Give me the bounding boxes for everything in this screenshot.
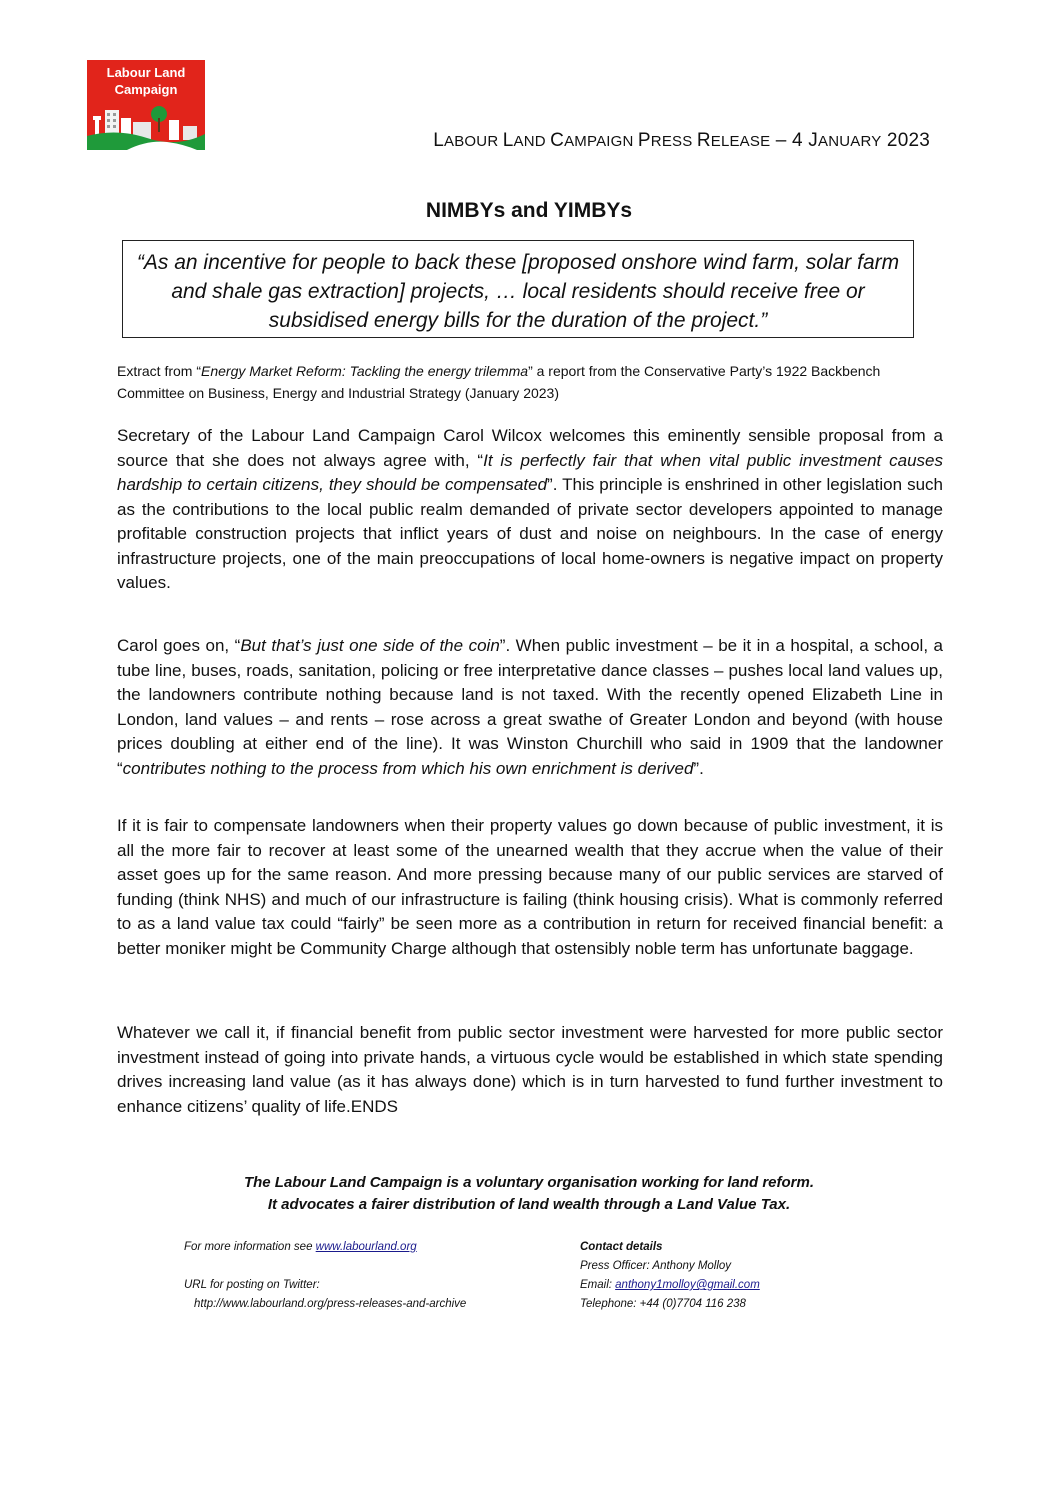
statement-line-2: It advocates a fairer distribution of land wealth through a Land Value Tax. — [267, 1196, 791, 1213]
report-title: Energy Market Reform: Tackling the energy trilemma — [201, 363, 529, 379]
twitter-label: URL for posting on Twitter: — [184, 1279, 320, 1291]
header-year: 2023 — [881, 130, 930, 151]
header-letter: L — [502, 130, 514, 151]
quoted-text: But that’s just one side of the coin — [240, 636, 500, 655]
quoted-text: It is perfectly fair that when vital public investment causes hardship to certain citizens, they should be compensated — [117, 450, 943, 494]
header-letter: R — [696, 130, 711, 151]
more-info-column — [184, 1238, 544, 1314]
paragraph-text: Secretary of the Labour Land Campaign Carol Wilcox welcomes this eminently sensible proposal from a source that she does not always agree with, “ — [117, 426, 943, 470]
header-smallcaps: ELEASE — [710, 133, 771, 150]
skyline-icon — [87, 98, 205, 150]
header-smallcaps: RESS — [650, 133, 697, 150]
extract-suffix: ” a report from the Conservative Party’s 1922 Backbench Committee on Business, Energy and Industrial Strategy (January 2023) — [117, 363, 881, 401]
paragraph-text: ”. — [693, 758, 704, 778]
header-letter: J — [808, 130, 818, 151]
email-link[interactable]: anthony1molloy@gmail.com — [615, 1279, 760, 1291]
page-title: NIMBYs and YIMBYs — [425, 199, 633, 222]
email-label: Email: — [580, 1279, 616, 1291]
telephone: Telephone: +44 (0)7704 116 238 — [580, 1298, 746, 1310]
logo-line-1: Labour Land — [106, 65, 186, 80]
extract-citation — [117, 360, 947, 404]
header-letter: P — [637, 130, 651, 151]
contact-heading: Contact details — [580, 1241, 663, 1253]
paragraph-2 — [117, 634, 943, 781]
header-smallcaps: ABOUR — [444, 133, 503, 150]
organisation-statement — [0, 1172, 1058, 1216]
quoted-text: contributes nothing to the process from which his own enrichment is derived — [122, 758, 694, 778]
paragraph-4: Whatever we call it, if financial benefit from public sector investment were harvested for more public sector investment instead of going into private hands, a virtuous cycle would be established in which state spending drives increasing land value (as it has always done) which is in turn harvested to fund further investment to enhance citizens’ quality of life.ENDS — [117, 1023, 943, 1116]
twitter-url: http://www.labourland.org/press-releases-and-archive — [194, 1298, 467, 1310]
more-info-line — [184, 1238, 544, 1257]
extract-prefix: Extract from “ — [117, 363, 202, 379]
header-letter: L — [433, 130, 445, 151]
campaign-logo — [87, 60, 205, 150]
website-link[interactable]: www.labourland.org — [315, 1241, 417, 1253]
paragraph-text: Carol goes on, “ — [117, 636, 241, 655]
header-smallcaps: ANUARY — [818, 133, 882, 150]
header-smallcaps: AND — [513, 133, 551, 150]
press-officer: Press Officer: Anthony Molloy — [580, 1260, 732, 1272]
paragraph-3: If it is fair to compensate landowners when their property values go down because of public investment, it is all the more fair to recover at least some of the unearned wealth that they accrue when the value of their asset goes up for the same reason. And more pressing because many of our public services are starved of funding (think NHS) and much of our infrastructure is failing (think housing crisis). What is commonly referred to as a land value tax could “fairly” be seen more as a contribution in return for received financial benefit: a better moniker might be Community Charge although that ostensibly noble term has unfortunate baggage. — [117, 816, 943, 958]
header-smallcaps: AMPAIGN — [564, 133, 638, 150]
press-release-header — [380, 130, 930, 152]
header-letter: C — [550, 130, 565, 151]
logo-text — [87, 64, 205, 98]
more-info-label: For more information see — [184, 1241, 316, 1253]
email-line — [580, 1276, 940, 1295]
paragraph-1 — [117, 424, 943, 596]
paragraph-text: ”. This principle is enshrined in other legislation such as the contributions to the local public realm demanded of private sector developers appointed to manage profitable construction projects that inflict years of dust and noise on neighbours. In the case of energy infrastructure projects, one of the main preoccupations of local home-owners is negative impact on property values. — [117, 475, 943, 592]
statement-line-1: The Labour Land Campaign is a voluntary organisation working for land reform. — [243, 1174, 815, 1191]
logo-line-2: Campaign — [114, 82, 178, 97]
contact-details-column — [580, 1238, 940, 1314]
pull-quote: “As an incentive for people to back these [proposed onshore wind farm, solar farm and shale gas extraction] projects, … local residents should receive free or subsidised energy bills for the duration of the project.” — [122, 240, 914, 338]
header-date-day: – 4 — [770, 130, 809, 151]
paragraph-text: ”. When public investment – be it in a hospital, a school, a tube line, buses, roads, sanitation, policing or free interpretative dance classes – pushes local land values up, the landowners contribute nothing because land is not taxed. With the recently opened Elizabeth Line in London, land values – and rents – rose across a great swathe of Greater London and beyond (with house prices doubling at either end of the line). It was Winston Churchill who said in 1909 that the landowner “ — [117, 636, 944, 778]
